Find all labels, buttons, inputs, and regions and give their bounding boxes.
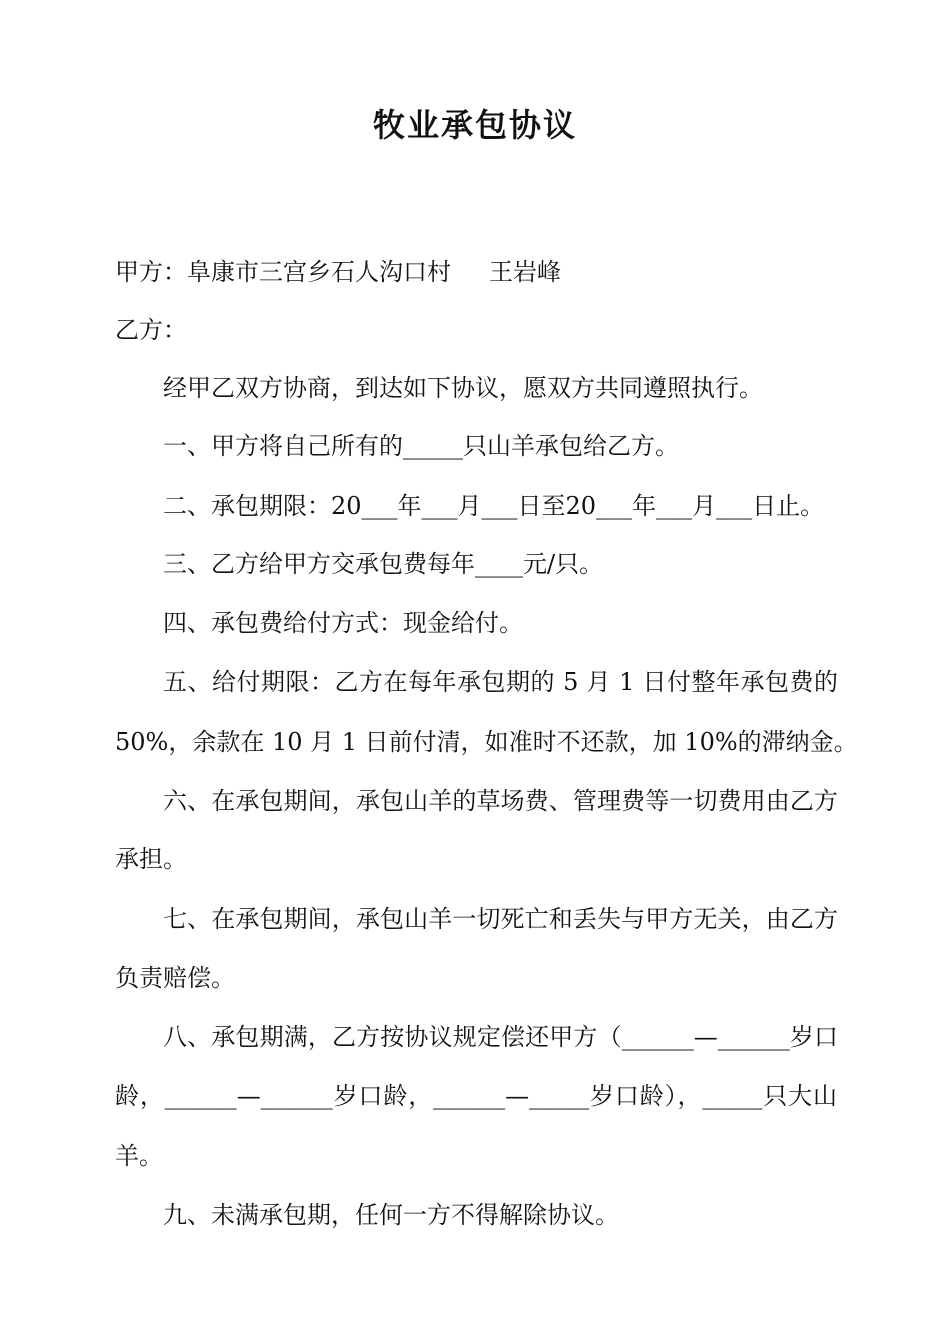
clause-6-line-2: 承担。 [115, 845, 187, 873]
clause-5-line-1: 五、给付期限：乙方在每年承包期的 5 月 1 日付整年承包费的 [163, 668, 838, 696]
clause-9: 九、未满承包期，任何一方不得解除协议。 [163, 1201, 619, 1229]
clause-3: 三、乙方给甲方交承包费每年____元/只。 [163, 550, 604, 578]
document-title: 牧业承包协议 [372, 106, 577, 144]
party-a-line [115, 256, 840, 288]
clause-4: 四、承包费给付方式：现金给付。 [163, 609, 523, 637]
clause-1: 一、甲方将自己所有的_____只山羊承包给乙方。 [163, 432, 679, 460]
party-b-line: 乙方： [115, 316, 187, 344]
clause-7-line-2: 负责赔偿。 [115, 964, 235, 992]
clause-5-line-2: 50%，余款在 10 月 1 日前付清，如准时不还款，加 10%的滞纳金。 [115, 728, 858, 756]
clause-8-line-2: 龄，______—______岁口龄，______—_____岁口龄），_____只大山 [115, 1082, 837, 1110]
clause-8-line-1: 八、承包期满，乙方按协议规定偿还甲方（______—______岁口 [163, 1023, 838, 1051]
party-a-name: 王岩峰 [489, 258, 561, 286]
preamble-paragraph: 经甲乙双方协商，到达如下协议，愿双方共同遵照执行。 [163, 374, 763, 402]
clause-7-line-1: 七、在承包期间，承包山羊一切死亡和丢失与甲方无关，由乙方 [163, 905, 838, 933]
clause-2: 二、承包期限：20___年___月___日至20___年___月___日止。 [163, 492, 825, 520]
party-a-label: 甲方：阜康市三宫乡石人沟口村 [115, 258, 451, 286]
clause-6-line-1: 六、在承包期间，承包山羊的草场费、管理费等一切费用由乙方 [163, 787, 838, 815]
clause-8-line-3: 羊。 [115, 1142, 163, 1170]
